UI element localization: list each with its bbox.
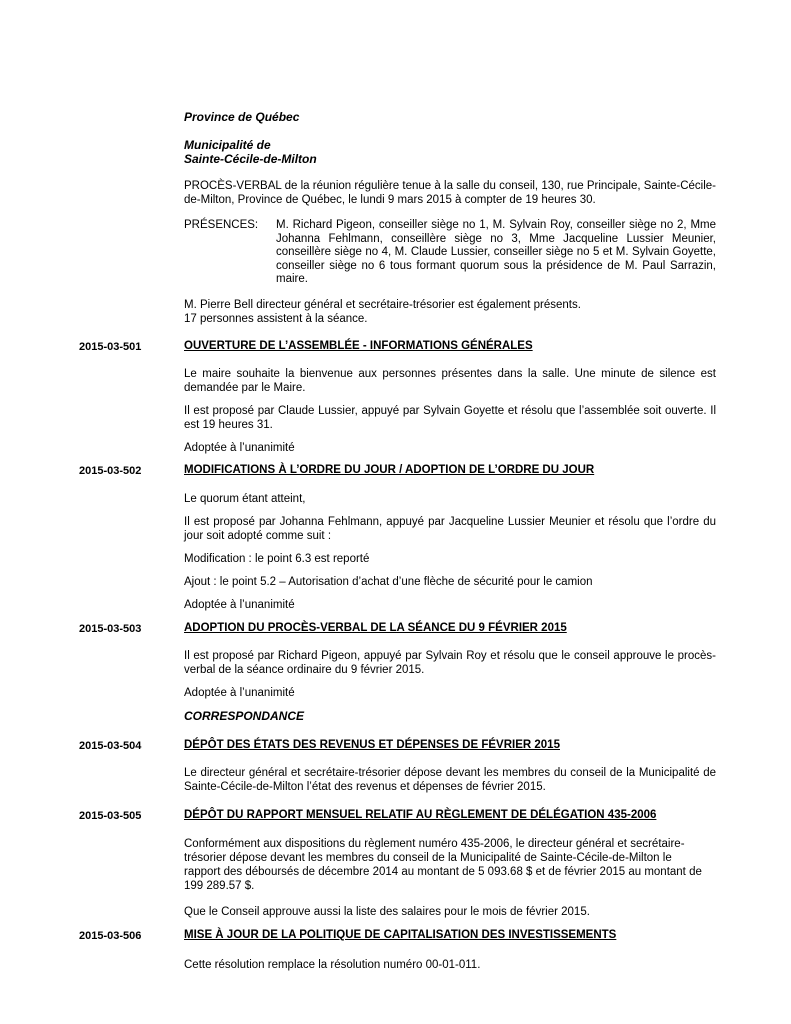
resolution-title: DÉPÔT DES ÉTATS DES REVENUS ET DÉPENSES DE FÉVRIER 2015 xyxy=(184,739,560,751)
resolution-paragraph: Le quorum étant atteint, xyxy=(184,493,306,505)
attendance-count: 17 personnes assistent à la séance. xyxy=(184,313,368,325)
resolution-number: 2015-03-504 xyxy=(79,740,142,752)
resolution-paragraph: Il est proposé par Claude Lussier, appuyé par Sylvain Goyette et résolu que l’assemblée soit ouverte. Il est 19 heures 31. xyxy=(184,405,716,431)
resolution-title: MODIFICATIONS À L’ORDRE DU JOUR / ADOPTION DE L’ORDRE DU JOUR xyxy=(184,464,595,476)
resolution-paragraph-line: Conformément aux dispositions du règlement numéro 435-2006, le directeur général et secrétaire- xyxy=(184,838,685,850)
presences-text: M. Richard Pigeon, conseiller siège no 1, M. Sylvain Roy, conseiller siège no 2, Mme Johanna Fehlmann, conseillère siège no 3, Mme Jacqueline Lussier Meunier, conseillère siège no 4, M. Claude Lussier, conseiller siège no 5 et M. Sylvain Goyette, conseiller siège no 6 tous formant quorum sous la présidence de M. Paul Sarrazin, maire. xyxy=(276,219,716,285)
resolution-title: OUVERTURE DE L’ASSEMBLÉE - INFORMATIONS GÉNÉRALES xyxy=(184,340,533,352)
resolution-paragraph: Le maire souhaite la bienvenue aux personnes présentes dans la salle. Une minute de silence est demandée par le Maire. xyxy=(184,368,716,394)
resolution-paragraph-line: rapport des déboursés de décembre 2014 au montant de 5 093.68 $ et de février 2015 au montant de xyxy=(184,866,702,878)
intro-paragraph: PROCÈS-VERBAL de la réunion régulière tenue à la salle du conseil, 130, rue Principale, Sainte-Cécile-de-Milton, Province de Québec, le lundi 9 mars 2015 à compter de 19 heures 30. xyxy=(184,180,716,206)
resolution-paragraph: Il est proposé par Johanna Fehlmann, appuyé par Jacqueline Lussier Meunier et résolu que l’ordre du jour soit adopté comme suit : xyxy=(184,516,716,542)
resolution-number: 2015-03-505 xyxy=(79,810,142,822)
adoption-note: Adoptée à l’unanimité xyxy=(184,687,295,699)
municipality-heading-line1: Municipalité de xyxy=(184,138,271,152)
municipality-heading-line2: Sainte-Cécile-de-Milton xyxy=(184,152,317,166)
resolution-number: 2015-03-502 xyxy=(79,465,142,477)
resolution-paragraph: Que le Conseil approuve aussi la liste des salaires pour le mois de février 2015. xyxy=(184,906,590,918)
resolution-paragraph-line: 199 289.57 $. xyxy=(184,880,255,892)
section-heading-correspondance: CORRESPONDANCE xyxy=(184,709,305,723)
resolution-number: 2015-03-506 xyxy=(79,930,142,942)
presences-label: PRÉSENCES: xyxy=(184,219,259,231)
resolution-paragraph: Cette résolution remplace la résolution numéro 00-01-011. xyxy=(184,959,481,971)
resolution-paragraph: Il est proposé par Richard Pigeon, appuyé par Sylvain Roy et résolu que le conseil approuve le procès-verbal de la séance ordinaire du 9 février 2015. xyxy=(184,650,716,676)
resolution-title: DÉPÔT DU RAPPORT MENSUEL RELATIF AU RÈGLEMENT DE DÉLÉGATION 435-2006 xyxy=(184,809,657,821)
resolution-number: 2015-03-503 xyxy=(79,623,142,635)
adoption-note: Adoptée à l’unanimité xyxy=(184,599,295,611)
province-heading: Province de Québec xyxy=(184,110,300,124)
resolution-number: 2015-03-501 xyxy=(79,341,142,353)
resolution-paragraph: Le directeur général et secrétaire-trésorier dépose devant les membres du conseil de la Municipalité de Sainte-Cécile-de-Milton l’état des revenus et dépenses de février 2015. xyxy=(184,767,716,793)
adoption-note: Adoptée à l’unanimité xyxy=(184,442,295,454)
resolution-paragraph: Modification : le point 6.3 est reporté xyxy=(184,553,370,565)
resolution-paragraph-line: trésorier dépose devant les membres du conseil de la Municipalité de Sainte-Cécile-de-Milton le xyxy=(184,852,672,864)
resolution-title: ADOPTION DU PROCÈS-VERBAL DE LA SÉANCE DU 9 FÉVRIER 2015 xyxy=(184,622,567,634)
resolution-title: MISE À JOUR DE LA POLITIQUE DE CAPITALISATION DES INVESTISSEMENTS xyxy=(184,929,617,941)
resolution-paragraph: Ajout : le point 5.2 – Autorisation d’achat d’une flèche de sécurité pour le camion xyxy=(184,576,593,588)
also-present-line1: M. Pierre Bell directeur général et secrétaire-trésorier est également présents. xyxy=(184,299,581,311)
